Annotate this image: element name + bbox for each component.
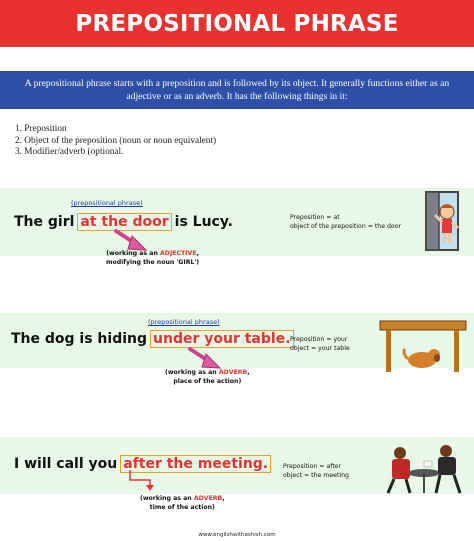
components-list [15, 124, 216, 159]
bracket-arrow-icon [128, 468, 162, 492]
function-note: (working as an ADJECTIVE, modifying the noun 'GIRL') [106, 250, 200, 266]
list-item: 2. Object of the preposition (noun or noun equivalent) [15, 135, 217, 146]
phrase-tag: (prepositional phrase) [148, 318, 220, 326]
phrase-tag: (prepositional phrase) [71, 199, 143, 207]
intro-banner [0, 71, 474, 109]
preposition-detail: Preposition = after object = the meeting [283, 463, 349, 479]
list-item: 1. Preposition [15, 124, 67, 134]
meeting-illustration [378, 437, 468, 497]
example-sentence [11, 328, 297, 350]
role-label: ADJECTIVE [160, 250, 197, 257]
page-title: PREPOSITIONAL PHRASE [75, 10, 399, 37]
function-note: (working as an ADVERB, time of the action) [140, 495, 225, 511]
prepositional-phrase-highlight: at the door [77, 213, 171, 231]
girl-at-door-illustration [423, 190, 463, 252]
list-item: 3. Modifier/adverb (optional. [15, 147, 124, 157]
title-banner [0, 0, 474, 47]
role-label: ADVERB [218, 369, 248, 376]
footer-url: www.englishwithashish.com [198, 532, 276, 538]
intro-text: A prepositional phrase starts with a preposition and is followed by its object. It generally functions either as an adjective or as an adverb. It has the following things in it: [24, 78, 450, 102]
prepositional-phrase-highlight: under your table. [150, 330, 294, 348]
sentence-end: is Lucy. [174, 214, 233, 230]
preposition-detail: Preposition = at object of the preposition = the door [290, 214, 402, 230]
role-label: ADVERB [193, 495, 223, 502]
sentence-start: The dog is hiding [11, 331, 148, 347]
preposition-detail: Preposition = your object = your table [290, 336, 350, 352]
dog-under-table-illustration [378, 315, 468, 375]
prepositional-phrase-highlight: after the meeting. [120, 455, 271, 473]
function-note: (working as an ADVERB, place of the action) [165, 369, 250, 385]
sentence-start: I will call you [14, 456, 118, 472]
sentence-start: The girl [14, 214, 75, 230]
